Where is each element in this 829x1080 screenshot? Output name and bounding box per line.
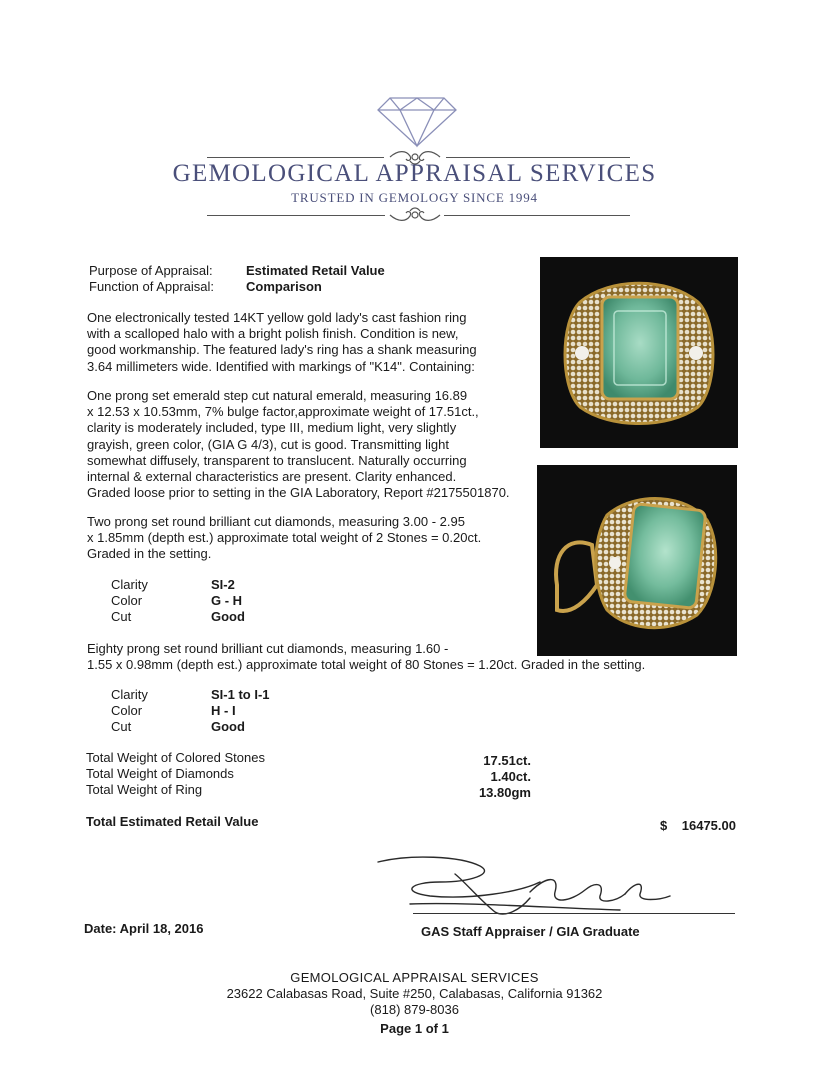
text-line: Graded in the setting. bbox=[87, 546, 212, 562]
purpose-label: Purpose of Appraisal: bbox=[89, 263, 213, 278]
grade-value: H - I bbox=[211, 703, 236, 718]
company-tagline: TRUSTED IN GEMOLOGY SINCE 1994 bbox=[291, 190, 538, 205]
grade-label: Color bbox=[111, 703, 143, 718]
grade-label: Cut bbox=[111, 609, 132, 624]
text-line: grayish, green color, (GIA G 4/3), cut is good. Transmitting light bbox=[87, 436, 450, 452]
grade-label: Clarity bbox=[111, 687, 148, 702]
header-rule-top-right bbox=[446, 157, 630, 158]
text-line: Graded loose prior to setting in the GIA Laboratory, Report #2175501870. bbox=[87, 485, 510, 501]
footer-address: 23622 Calabasas Road, Suite #250, Calabasas, California 91362 bbox=[226, 986, 603, 1001]
retail-currency: $ bbox=[660, 818, 668, 833]
footer-phone: (818) 879-8036 bbox=[370, 1002, 459, 1017]
appraiser-title: GAS Staff Appraiser / GIA Graduate bbox=[421, 924, 640, 939]
header-rule-top-left bbox=[207, 157, 384, 158]
grade-value: SI-1 to I-1 bbox=[211, 687, 270, 702]
text-line: with a scalloped halo with a bright polish finish. Condition is new, bbox=[87, 326, 459, 342]
intro-paragraph bbox=[87, 310, 477, 375]
text-line: internal & external characteristics are present. Clarity enhanced. bbox=[87, 469, 457, 485]
ring-top-image bbox=[540, 257, 738, 448]
text-line: Two prong set round brilliant cut diamonds, measuring 3.00 - 2.95 bbox=[87, 514, 465, 529]
grade-value: Good bbox=[211, 609, 245, 624]
header-rule-bottom-right bbox=[444, 215, 630, 216]
total-value: 17.51ct. bbox=[483, 753, 531, 768]
grade-value: G - H bbox=[211, 593, 243, 608]
function-value: Comparison bbox=[246, 279, 322, 294]
emerald-paragraph bbox=[87, 388, 510, 501]
total-label: Total Weight of Colored Stones bbox=[86, 750, 265, 765]
function-label: Function of Appraisal: bbox=[89, 279, 215, 294]
appraiser-signature bbox=[370, 852, 740, 922]
grade-label: Color bbox=[111, 593, 143, 608]
grade-label: Clarity bbox=[111, 577, 148, 592]
company-title: GEMOLOGICAL APPRAISAL SERVICES bbox=[172, 160, 657, 187]
header-rule-bottom-left bbox=[207, 215, 385, 216]
text-line: clarity is moderately included, type III, medium light, very slightly bbox=[87, 420, 457, 436]
total-value: 13.80gm bbox=[478, 785, 531, 800]
ring-photo-bottom bbox=[537, 465, 737, 656]
text-line: x 12.53 x 10.53mm, 7% bulge factor,approximate weight of 17.51ct., bbox=[87, 404, 479, 420]
text-line: 1.55 x 0.98mm (depth est.) approximate total weight of 80 Stones = 1.20ct. Graded in the setting. bbox=[87, 657, 646, 673]
appraisal-date: Date: April 18, 2016 bbox=[84, 921, 204, 936]
purpose-value: Estimated Retail Value bbox=[246, 263, 385, 278]
text-line: Eighty prong set round brilliant cut diamonds, measuring 1.60 - bbox=[87, 641, 449, 656]
footer-company: GEMOLOGICAL APPRAISAL SERVICES bbox=[290, 970, 539, 985]
retail-value-label: Total Estimated Retail Value bbox=[86, 814, 259, 829]
retail-amount: 16475.00 bbox=[681, 818, 736, 833]
text-line: x 1.85mm (depth est.) approximate total weight of 2 Stones = 0.20ct. bbox=[87, 530, 482, 546]
grade-label: Cut bbox=[111, 719, 132, 734]
ring-angle-image bbox=[537, 465, 737, 656]
page-number: Page 1 of 1 bbox=[380, 1021, 449, 1036]
grade-value: Good bbox=[211, 719, 245, 734]
ring-photo-top bbox=[540, 257, 738, 448]
text-line: One prong set emerald step cut natural emerald, measuring 16.89 bbox=[87, 388, 468, 403]
total-label: Total Weight of Diamonds bbox=[86, 766, 234, 781]
text-line: 3.64 millimeters wide. Identified with markings of "K14". Containing: bbox=[87, 358, 475, 374]
signature-line bbox=[413, 913, 735, 914]
text-line: One electronically tested 14KT yellow gold lady's cast fashion ring bbox=[87, 310, 467, 325]
text-line: somewhat diffusely, transparent to translucent. Naturally occurring bbox=[87, 452, 467, 468]
text-line: good workmanship. The featured lady's ring has a shank measuring bbox=[87, 342, 477, 358]
flourish-bottom-icon bbox=[388, 206, 442, 224]
diamonds-two-paragraph bbox=[87, 514, 481, 563]
total-value: 1.40ct. bbox=[490, 769, 531, 784]
diamond-logo-icon bbox=[376, 92, 458, 148]
grade-value: SI-2 bbox=[211, 577, 235, 592]
total-label: Total Weight of Ring bbox=[86, 782, 203, 797]
